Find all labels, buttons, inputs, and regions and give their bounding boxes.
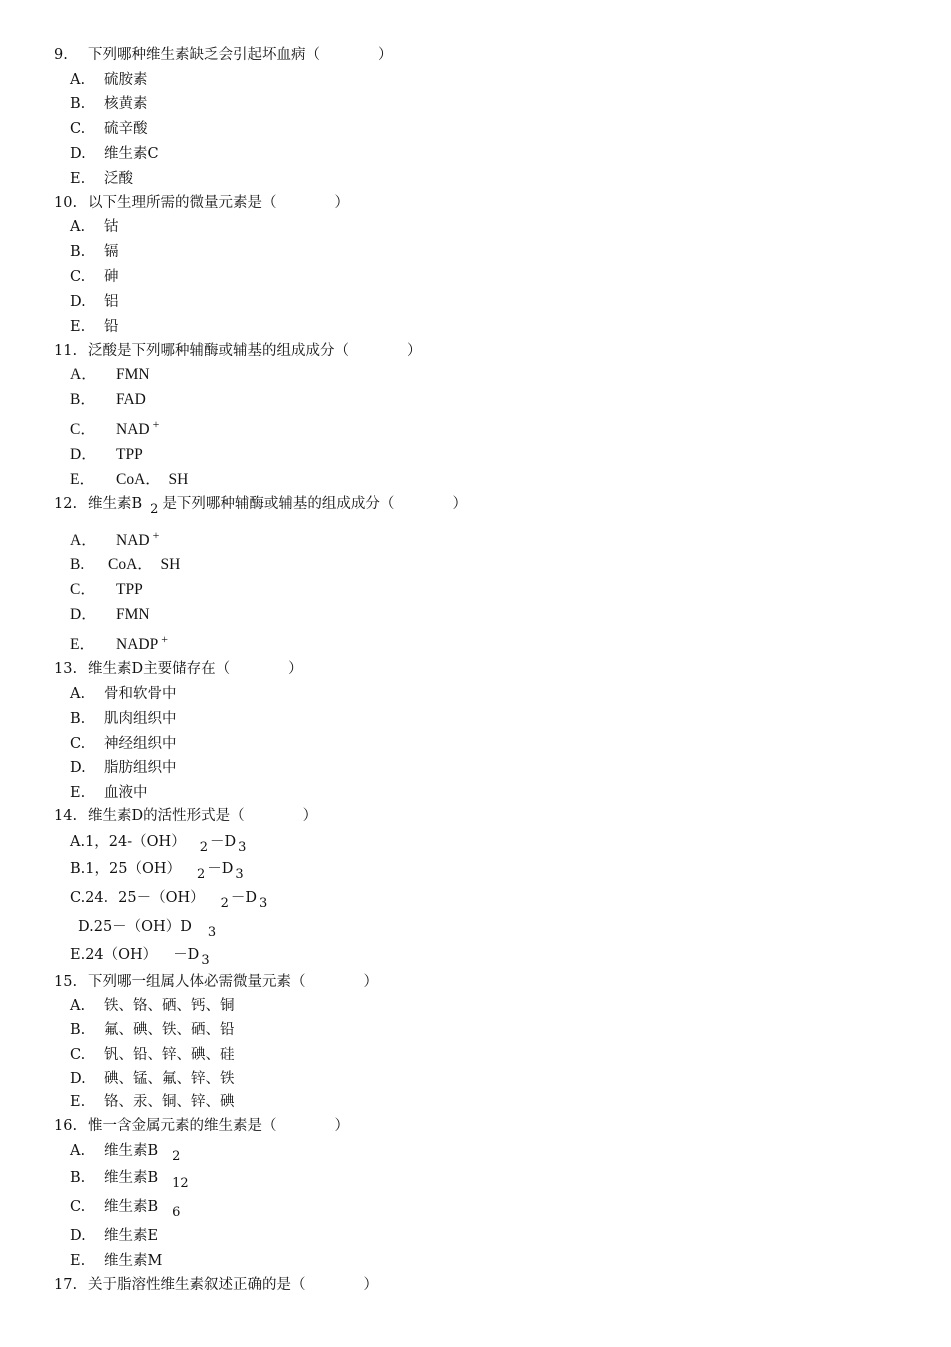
- option-text: FMN: [116, 606, 150, 623]
- option-15a: [70, 997, 235, 1015]
- formula-mid: －D: [173, 947, 200, 963]
- option-text: 核黄素: [104, 96, 148, 112]
- subscript: 3: [259, 896, 268, 911]
- option-12c: [70, 581, 143, 599]
- option-letter: D.: [70, 1228, 86, 1244]
- option-letter: C.: [70, 736, 86, 752]
- option-letter: B.: [70, 556, 85, 573]
- option-text: 脂肪组织中: [104, 760, 177, 776]
- option-14a: [70, 833, 247, 855]
- option-letter: E.: [70, 319, 86, 335]
- option-11d: [70, 446, 143, 464]
- question-11: [54, 342, 422, 360]
- subscript: 2: [199, 840, 208, 855]
- option-letter: D.: [70, 760, 86, 776]
- option-text: 氟、碘、铁、硒、铅: [104, 1022, 235, 1038]
- option-text: 钴: [104, 219, 119, 235]
- subscript: 2: [150, 502, 159, 517]
- option-14b: [70, 860, 244, 882]
- option-text: 铝: [104, 294, 119, 310]
- option-text: 维生素B: [104, 1170, 159, 1186]
- formula-main: D.25－（OH）D: [78, 919, 192, 935]
- superscript: +: [152, 417, 160, 431]
- option-15e: [70, 1093, 235, 1111]
- option-letter: D．: [70, 606, 97, 623]
- question-stem-b: 是下列哪种辅酶或辅基的组成成分（: [162, 496, 395, 512]
- option-text: 肌肉组织中: [104, 711, 177, 727]
- superscript: +: [152, 528, 160, 542]
- formula-mid: －D: [207, 861, 234, 877]
- subscript: 12: [172, 1176, 189, 1191]
- option-13c: [70, 735, 177, 753]
- option-15d: [70, 1070, 235, 1088]
- question-number: 13.: [54, 661, 78, 677]
- question-close-paren: ）: [334, 1118, 349, 1134]
- question-stem: 维生素D主要储存在（: [88, 661, 231, 677]
- question-stem: 维生素D的活性形式是（: [88, 808, 245, 824]
- question-12: [54, 495, 467, 517]
- option-14e: [70, 946, 210, 968]
- option-14c: [70, 889, 268, 911]
- option-11a: [70, 366, 150, 384]
- option-14d: [78, 918, 217, 940]
- option-text: 钒、铅、锌、碘、硅: [104, 1047, 235, 1063]
- formula-mid: －D: [209, 834, 237, 850]
- option-10a: [70, 218, 119, 236]
- option-letter: B.: [70, 244, 86, 260]
- option-text: TPP: [116, 446, 143, 463]
- option-12e: [70, 632, 168, 654]
- option-text: 维生素E: [104, 1228, 159, 1244]
- question-stem-a: 维生素B: [88, 496, 143, 512]
- option-letter: E．: [70, 636, 95, 653]
- option-text: NADP: [116, 636, 159, 653]
- option-letter: D.: [70, 294, 86, 310]
- question-number: 9.: [54, 47, 68, 63]
- subscript: 3: [201, 953, 210, 968]
- subscript: 2: [172, 1149, 181, 1164]
- option-letter: C.: [70, 121, 86, 137]
- formula-main: A.1，24-（OH）: [70, 834, 186, 850]
- option-13e: [70, 784, 148, 802]
- question-number: 16.: [54, 1118, 78, 1134]
- option-text: NAD: [116, 421, 150, 438]
- subscript: 3: [207, 925, 217, 940]
- option-letter: A．: [70, 532, 97, 549]
- option-letter: E.: [70, 171, 86, 187]
- option-13b: [70, 710, 177, 728]
- option-11e: [70, 471, 188, 489]
- option-16c: [70, 1198, 181, 1220]
- option-text: 砷: [104, 269, 119, 285]
- superscript: +: [161, 632, 168, 646]
- question-number: 12.: [54, 496, 78, 512]
- question-14: [54, 807, 317, 825]
- option-letter: C．: [70, 581, 96, 598]
- option-text: CoA． SH: [108, 556, 181, 573]
- option-13a: [70, 685, 177, 703]
- option-9d: [70, 145, 159, 163]
- option-letter: A.: [70, 1143, 86, 1159]
- option-letter: D.: [70, 146, 86, 162]
- option-letter: D．: [70, 446, 97, 463]
- option-letter: A.: [70, 72, 86, 88]
- question-number: 10.: [54, 195, 78, 211]
- formula-main: C.24．25－（OH）: [70, 890, 205, 906]
- question-15: [54, 973, 378, 991]
- question-9: [54, 46, 393, 64]
- option-letter: B.: [70, 711, 86, 727]
- option-15c: [70, 1046, 235, 1064]
- option-9b: [70, 95, 148, 113]
- question-close-paren: ）: [452, 496, 467, 512]
- question-stem: 泛酸是下列哪种辅酶或辅基的组成成分（: [88, 343, 349, 359]
- question-close-paren: ）: [407, 343, 422, 359]
- question-number: 15.: [54, 974, 78, 990]
- question-close-paren: ）: [302, 808, 318, 824]
- option-letter: C.: [70, 1047, 86, 1063]
- option-12a: [70, 528, 160, 550]
- option-text: 神经组织中: [104, 736, 177, 752]
- question-number: 17.: [54, 1277, 78, 1293]
- option-9a: [70, 71, 148, 89]
- question-13: [54, 660, 303, 678]
- question-stem: 关于脂溶性维生素叙述正确的是（: [88, 1277, 306, 1293]
- option-text: 维生素B: [104, 1199, 159, 1215]
- option-letter: E．: [70, 471, 95, 488]
- option-letter: D.: [70, 1071, 86, 1087]
- option-letter: E.: [70, 1094, 86, 1110]
- option-letter: A.: [70, 219, 86, 235]
- option-text: FMN: [116, 366, 150, 383]
- option-letter: B．: [70, 391, 96, 408]
- option-16b: [70, 1169, 189, 1191]
- option-9c: [70, 120, 148, 138]
- option-letter: B.: [70, 96, 86, 112]
- option-text: 铅: [104, 319, 119, 335]
- option-11c: [70, 417, 160, 439]
- option-10d: [70, 293, 119, 311]
- option-16e: [70, 1252, 162, 1270]
- option-text: NAD: [116, 532, 150, 549]
- subscript: 6: [172, 1205, 181, 1220]
- option-13d: [70, 759, 177, 777]
- option-text: FAD: [116, 391, 146, 408]
- option-11b: [70, 391, 146, 409]
- question-number: 11.: [54, 343, 78, 359]
- option-text: 铁、铬、硒、钙、铜: [104, 998, 235, 1014]
- option-16d: [70, 1227, 158, 1245]
- option-text: 骨和软骨中: [104, 686, 177, 702]
- formula-main: B.1，25（OH）: [70, 861, 181, 877]
- option-16a: [70, 1142, 181, 1164]
- option-10e: [70, 318, 119, 336]
- option-letter: C．: [70, 421, 96, 438]
- question-17: [54, 1276, 378, 1294]
- question-close-paren: ）: [363, 974, 378, 990]
- option-9e: [70, 170, 133, 188]
- option-letter: A．: [70, 366, 97, 383]
- question-close-paren: ）: [378, 47, 393, 63]
- subscript: 3: [235, 867, 244, 882]
- question-stem: 以下生理所需的微量元素是（: [88, 195, 277, 211]
- option-text: 铬、汞、铜、锌、碘: [104, 1094, 235, 1110]
- option-text: 维生素C: [104, 146, 159, 162]
- option-text: CoA． SH: [116, 471, 189, 488]
- question-stem: 惟一含金属元素的维生素是（: [88, 1118, 277, 1134]
- formula-main: E.24（OH）: [70, 947, 158, 963]
- option-letter: C.: [70, 269, 86, 285]
- option-text: 维生素M: [104, 1253, 163, 1269]
- question-stem: 下列哪一组属人体必需微量元素（: [88, 974, 306, 990]
- option-10c: [70, 268, 119, 286]
- subscript: 3: [238, 840, 247, 855]
- option-letter: A.: [70, 686, 86, 702]
- option-letter: C.: [70, 1199, 86, 1215]
- option-letter: E.: [70, 1253, 86, 1269]
- option-text: 硫胺素: [104, 72, 148, 88]
- option-10b: [70, 243, 119, 261]
- option-text: 血液中: [104, 785, 148, 801]
- question-close-paren: ）: [288, 661, 303, 677]
- option-text: TPP: [116, 581, 143, 598]
- option-text: 碘、锰、氟、锌、铁: [104, 1071, 235, 1087]
- option-12d: [70, 606, 150, 624]
- option-12b: [70, 556, 180, 574]
- question-close-paren: ）: [334, 195, 349, 211]
- option-letter: E.: [70, 785, 86, 801]
- question-10: [54, 194, 349, 212]
- option-letter: B.: [70, 1022, 86, 1038]
- option-text: 硫辛酸: [104, 121, 148, 137]
- subscript: 2: [196, 867, 206, 882]
- option-letter: B.: [70, 1170, 86, 1186]
- subscript: 2: [220, 896, 229, 911]
- question-number: 14.: [54, 808, 78, 824]
- question-close-paren: ）: [363, 1277, 378, 1293]
- option-text: 泛酸: [104, 171, 133, 187]
- option-text: 维生素B: [104, 1143, 159, 1159]
- formula-mid: －D: [230, 890, 258, 906]
- option-15b: [70, 1021, 235, 1039]
- question-16: [54, 1117, 349, 1135]
- option-letter: A.: [70, 998, 86, 1014]
- question-stem: 下列哪种维生素缺乏会引起坏血病（: [88, 47, 320, 63]
- option-text: 镉: [104, 244, 119, 260]
